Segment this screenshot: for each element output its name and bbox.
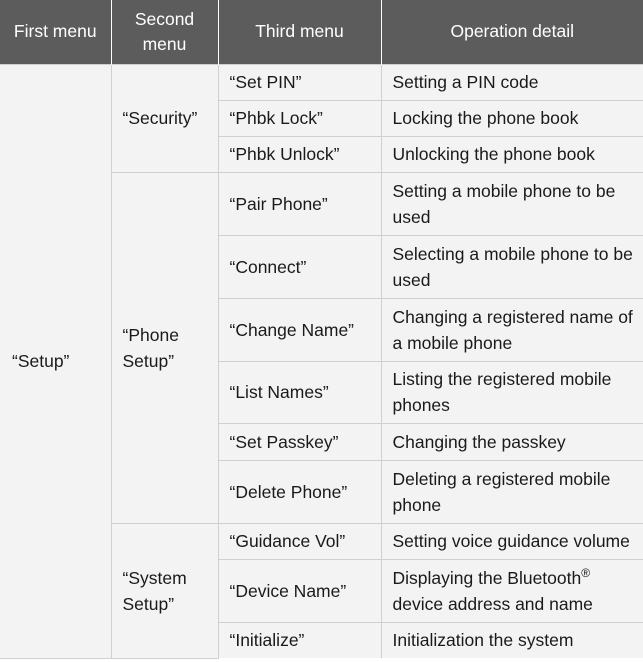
- first-menu-setup: “Setup”: [0, 64, 111, 658]
- header-first-menu: First menu: [0, 0, 111, 64]
- operation-detail-cell: Setting voice guidance volume: [381, 523, 643, 559]
- table-row: [0, 64, 643, 100]
- third-menu-cell: “Connect”: [218, 235, 381, 298]
- third-menu-cell: “Pair Phone”: [218, 172, 381, 235]
- operation-detail-cell: Changing a registered name of a mobile phone: [381, 298, 643, 361]
- operation-detail-cell: Setting a PIN code: [381, 64, 643, 100]
- third-menu-cell: “Change Name”: [218, 298, 381, 361]
- table-body: [0, 64, 643, 658]
- second-menu-security: “Security”: [111, 64, 218, 172]
- operation-detail-cell: Selecting a mobile phone to be used: [381, 235, 643, 298]
- third-menu-cell: “Device Name”: [218, 559, 381, 622]
- operation-detail-cell: [381, 559, 643, 622]
- third-menu-cell: “Phbk Unlock”: [218, 136, 381, 172]
- third-menu-cell: “List Names”: [218, 361, 381, 423]
- third-menu-cell: “Set Passkey”: [218, 423, 381, 460]
- table-header: [0, 0, 643, 64]
- detail-text-pre: Displaying the Bluetooth: [392, 567, 582, 588]
- operation-detail-cell: Initialization the system: [381, 622, 643, 658]
- operation-detail-cell: Listing the registered mobile phones: [381, 361, 643, 423]
- header-second-menu: Second menu: [111, 0, 218, 64]
- operation-detail-cell: Deleting a registered mobile phone: [381, 460, 643, 523]
- operation-detail-cell: Locking the phone book: [381, 100, 643, 136]
- header-operation-detail: Operation detail: [381, 0, 643, 64]
- detail-text-post: device address and name: [392, 593, 593, 614]
- second-menu-system-setup: “System Setup”: [111, 523, 218, 658]
- registered-mark: ®: [581, 565, 591, 580]
- third-menu-cell: “Set PIN”: [218, 64, 381, 100]
- operation-detail-cell: Setting a mobile phone to be used: [381, 172, 643, 235]
- third-menu-cell: “Initialize”: [218, 622, 381, 658]
- operation-detail-cell: Changing the passkey: [381, 423, 643, 460]
- header-third-menu: Third menu: [218, 0, 381, 64]
- third-menu-cell: “Delete Phone”: [218, 460, 381, 523]
- third-menu-cell: “Guidance Vol”: [218, 523, 381, 559]
- second-menu-phone-setup: “Phone Setup”: [111, 172, 218, 523]
- third-menu-cell: “Phbk Lock”: [218, 100, 381, 136]
- operation-detail-cell: Unlocking the phone book: [381, 136, 643, 172]
